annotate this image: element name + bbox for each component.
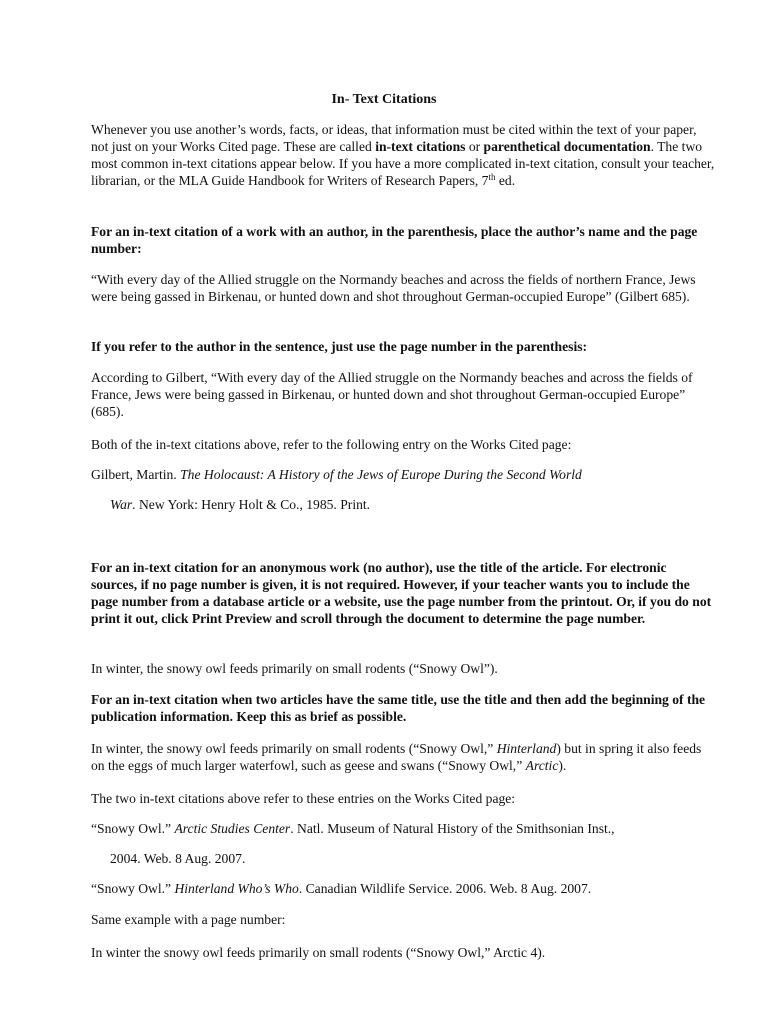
works-cited-owl2 xyxy=(91,880,716,897)
same-example-note: Same example with a page number: xyxy=(91,912,286,927)
works-cited-gilbert-line1 xyxy=(91,466,716,483)
intro-bold-term-2: parenthetical documentation xyxy=(483,139,651,154)
same-title-text-3: ). xyxy=(558,758,567,773)
example-author-in-sentence: According to Gilbert, “With every day of the Allied struggle on the Normandy beaches and across the fields of France, Jews were being gassed in Birkenau, or hunted down and shot throughout German-occupied Europe” (685). xyxy=(91,370,693,419)
heading-anonymous-work: For an in-text citation for an anonymous work (no author), use the title of the article. For electronic sources, if no page number is given, it is not required. However, if your teacher wants you to include the page number from a database article or a website, use the page number from the printout. Or, if you do not print it out, click Print Preview and scroll through the document to determine the page number. xyxy=(91,560,712,626)
intro-bold-term-1: in-text citations xyxy=(375,139,466,154)
owl1-title: “Snowy Owl.” xyxy=(91,821,175,836)
intro-paragraph xyxy=(91,121,716,189)
same-title-text-1: In winter, the snowy owl feeds primarily on small rodents (“Snowy Owl,” xyxy=(91,741,497,756)
works-cited-owl1-line2: 2004. Web. 8 Aug. 2007. xyxy=(110,851,246,866)
gilbert-title-cont: War xyxy=(110,497,133,512)
owl2-publisher: . Canadian Wildlife Service. 2006. Web. 8 Aug. 2007. xyxy=(298,881,592,896)
example-same-title xyxy=(91,740,716,774)
same-title-italic-2: Arctic xyxy=(525,758,559,773)
intro-superscript: th xyxy=(488,172,496,182)
example-anonymous: In winter, the snowy owl feeds primarily on small rodents (“Snowy Owl”). xyxy=(91,661,498,676)
intro-text-1: Whenever you use another’s words, facts, or ideas, that information must be cited within the text of your paper, not just on your Works Cited page. These are called xyxy=(91,122,697,154)
gilbert-publication: . New York: Henry Holt & Co., 1985. Print. xyxy=(132,497,371,512)
gilbert-author: Gilbert, Martin. xyxy=(91,467,181,482)
example-with-page-number: In winter the snowy owl feeds primarily on small rodents (“Snowy Owl,” Arctic 4). xyxy=(91,945,546,960)
intro-text-4: ed. xyxy=(495,173,516,188)
owl2-site: Hinterland Who’s Who xyxy=(174,881,299,896)
page-title: In- Text Citations xyxy=(331,92,437,107)
heading-author-citation: For an in-text citation of a work with an author, in the parenthesis, place the author’s name and the page number: xyxy=(91,224,698,256)
same-title-text-2: ) but in spring it also feeds on the eggs of much larger waterfowl, such as geese and swans (“Snowy Owl,” xyxy=(91,741,702,773)
works-cited-owl1-line1 xyxy=(91,820,716,837)
heading-same-title: For an in-text citation when two articles have the same title, use the title and then add the beginning of the publication information. Keep this as brief as possible. xyxy=(91,692,706,724)
intro-text-2: or xyxy=(465,139,484,154)
owl1-site: Arctic Studies Center xyxy=(174,821,291,836)
intro-text-3: . The two most common in-text citations appear below. If you have a more complicated in-text citation, consult your teacher, librarian, or the MLA Guide Handbook for Writers of Research Papers, 7 xyxy=(91,139,715,188)
two-refer-note: The two in-text citations above refer to these entries on the Works Cited page: xyxy=(91,791,516,806)
owl2-title: “Snowy Owl.” xyxy=(91,881,175,896)
owl1-publisher: . Natl. Museum of Natural History of the Smithsonian Inst., xyxy=(290,821,615,836)
gilbert-title: The Holocaust: A History of the Jews of Europe During the Second World xyxy=(180,467,582,482)
works-cited-gilbert-line2 xyxy=(110,496,735,513)
both-refer-note: Both of the in-text citations above, refer to the following entry on the Works Cited page: xyxy=(91,437,572,452)
heading-author-in-sentence: If you refer to the author in the sentence, just use the page number in the parenthesis: xyxy=(91,339,588,354)
same-title-italic-1: Hinterland xyxy=(496,741,557,756)
example-author-citation: “With every day of the Allied struggle on the Normandy beaches and across the fields of northern France, Jews were being gassed in Birkenau, or hunted down and shot throughout German-occupied Europe” (Gilbert 685). xyxy=(91,272,696,304)
